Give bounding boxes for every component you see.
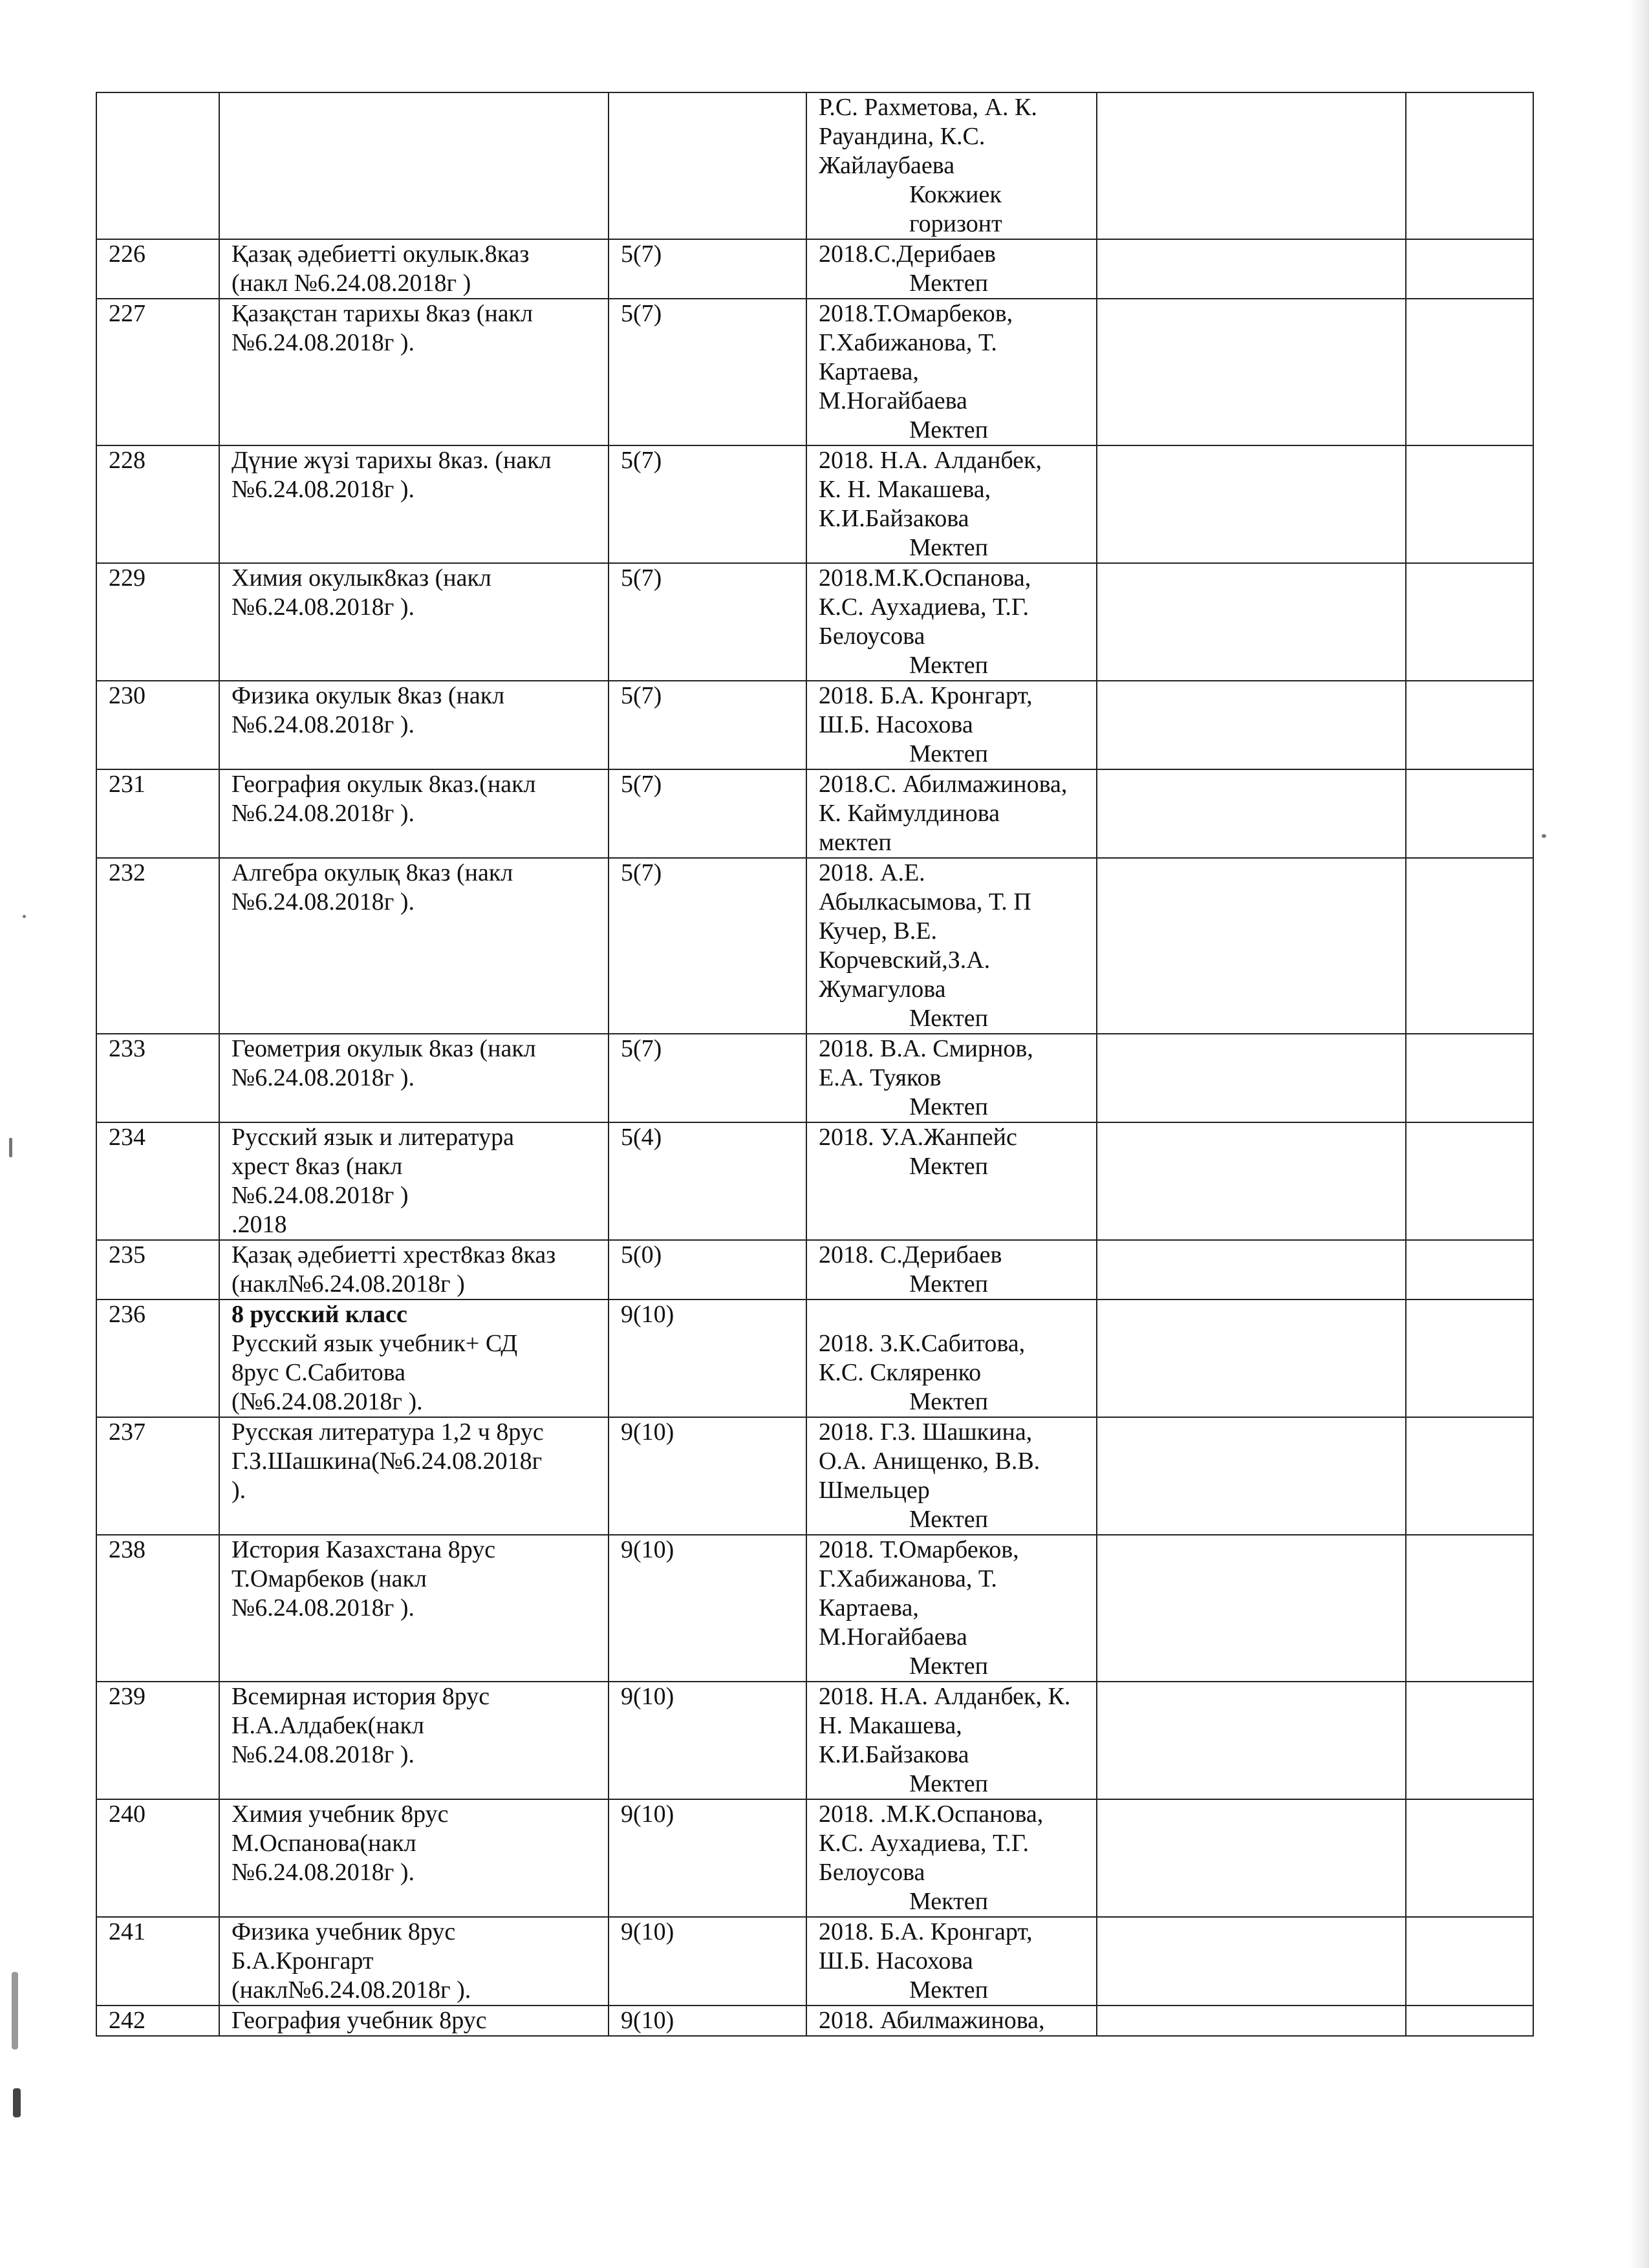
author-line: Белоусова — [819, 623, 925, 650]
author-line: Картаева, — [819, 358, 919, 385]
quantity-value: 9(10) — [621, 1801, 674, 1828]
extra-column-2 — [1406, 1535, 1533, 1682]
title-line: М.Оспанова(накл — [232, 1830, 416, 1857]
row-number: 231 — [96, 769, 219, 858]
title-line: Химия окулык8каз (накл — [232, 564, 491, 592]
table-row — [96, 1417, 1533, 1535]
author-line: Г.Хабижанова, Т. — [819, 1565, 997, 1592]
row-number: 233 — [96, 1034, 219, 1122]
author-line: М.Ногайбаева — [819, 387, 967, 414]
author-line: О.А. Анищенко, В.В. — [819, 1448, 1040, 1475]
extra-column-1 — [1097, 445, 1406, 563]
title-line: Геометрия окулык 8каз (накл — [232, 1035, 536, 1062]
quantity-cell — [609, 92, 806, 239]
author-line: Рауандина, К.С. — [819, 123, 986, 150]
extra-column-2 — [1406, 239, 1533, 299]
quantity-value: 5(7) — [621, 771, 662, 798]
author-line: 2018. Г.З. Шашкина, — [819, 1418, 1033, 1446]
quantity-value: 5(7) — [621, 564, 662, 592]
title-line: (накл№6.24.08.2018г ) — [232, 1270, 465, 1298]
quantity-value: 9(10) — [621, 1683, 674, 1710]
extra-column-1 — [1097, 769, 1406, 858]
page-edge-shadow — [1630, 0, 1649, 2268]
publisher-name: Мектеп — [909, 1005, 988, 1032]
extra-column-1 — [1097, 563, 1406, 681]
quantity-cell — [609, 563, 806, 681]
author-line: К.С. Аухадиева, Т.Г. — [819, 1830, 1029, 1857]
author-line: 2018. Абилмажинова, — [819, 2007, 1045, 2034]
title-line: №6.24.08.2018г ) — [232, 1182, 409, 1209]
title-line: Қазақ әдебиетті хрест8каз 8каз — [232, 1241, 556, 1268]
extra-column-1 — [1097, 1799, 1406, 1917]
authors-cell — [806, 1917, 1097, 2006]
authors-cell — [806, 1122, 1097, 1240]
extra-column-1 — [1097, 858, 1406, 1034]
author-line: К.И.Байзакова — [819, 505, 969, 532]
quantity-cell — [609, 1682, 806, 1799]
row-number: 230 — [96, 681, 219, 769]
title-line: Русский язык и литература — [232, 1124, 514, 1151]
author-line: Ш.Б. Насохова — [819, 1947, 973, 1974]
row-number: 237 — [96, 1417, 219, 1535]
scan-speck — [9, 1138, 12, 1157]
row-number: 238 — [96, 1535, 219, 1682]
quantity-value: 5(4) — [621, 1124, 662, 1151]
authors-cell — [806, 1535, 1097, 1682]
row-number: 229 — [96, 563, 219, 681]
title-line: №6.24.08.2018г ). — [232, 476, 415, 503]
title-line: №6.24.08.2018г ). — [232, 594, 415, 621]
extra-column-2 — [1406, 1122, 1533, 1240]
title-line: География учебник 8рус — [232, 2007, 487, 2034]
title-line: История Казахстана 8рус — [232, 1536, 496, 1563]
quantity-cell — [609, 1535, 806, 1682]
author-line: 2018. В.А. Смирнов, — [819, 1035, 1033, 1062]
quantity-value: 5(7) — [621, 859, 662, 886]
publisher-name: Мектеп — [909, 534, 988, 561]
row-number: 241 — [96, 1917, 219, 2006]
publisher-name: Мектеп — [909, 1388, 988, 1415]
quantity-cell — [609, 445, 806, 563]
author-line: Картаева, — [819, 1594, 919, 1621]
extra-column-2 — [1406, 1300, 1533, 1417]
authors-cell — [806, 1417, 1097, 1535]
textbook-title-cell — [219, 563, 609, 681]
table-row — [96, 1300, 1533, 1417]
author-line: Жумагулова — [819, 976, 946, 1003]
scan-speck — [1542, 834, 1546, 838]
title-line: Химия учебник 8рус — [232, 1801, 449, 1828]
quantity-value: 5(0) — [621, 1241, 662, 1268]
textbook-title-cell — [219, 1535, 609, 1682]
quantity-cell — [609, 1417, 806, 1535]
textbook-title-cell — [219, 1417, 609, 1535]
quantity-cell — [609, 1799, 806, 1917]
authors-cell — [806, 563, 1097, 681]
row-number: 226 — [96, 239, 219, 299]
author-line: 2018. Б.А. Кронгарт, — [819, 682, 1033, 709]
extra-column-2 — [1406, 769, 1533, 858]
authors-cell — [806, 1300, 1097, 1417]
title-line: (накл№6.24.08.2018г ). — [232, 1976, 471, 2004]
row-number: 227 — [96, 299, 219, 445]
textbook-title-cell — [219, 92, 609, 239]
author-line: Шмельцер — [819, 1477, 930, 1504]
quantity-value: 5(7) — [621, 447, 662, 474]
publisher-name: Мектеп — [909, 1153, 988, 1180]
author-line: Р.С. Рахметова, А. К. — [819, 94, 1037, 121]
table-row — [96, 92, 1533, 239]
title-line: №6.24.08.2018г ). — [232, 800, 415, 827]
quantity-cell — [609, 1300, 806, 1417]
author-line: 2018. С.Дерибаев — [819, 1241, 1002, 1268]
table-row — [96, 1122, 1533, 1240]
extra-column-1 — [1097, 299, 1406, 445]
publisher-name: Мектеп — [909, 1653, 988, 1680]
table-row — [96, 1917, 1533, 2006]
extra-column-2 — [1406, 92, 1533, 239]
publisher-name: Мектеп — [909, 1976, 988, 2004]
extra-column-2 — [1406, 1034, 1533, 1122]
extra-column-1 — [1097, 1682, 1406, 1799]
author-line: 2018. .М.К.Оспанова, — [819, 1801, 1044, 1828]
title-line: ). — [232, 1477, 246, 1504]
title-line: хрест 8каз (накл — [232, 1153, 403, 1180]
quantity-cell — [609, 1122, 806, 1240]
extra-column-2 — [1406, 1799, 1533, 1917]
title-line: География окулык 8каз.(накл — [232, 771, 536, 798]
textbook-title-cell — [219, 445, 609, 563]
extra-column-1 — [1097, 1535, 1406, 1682]
author-line: 2018. А.Е. — [819, 859, 925, 886]
authors-cell — [806, 681, 1097, 769]
table-row — [96, 858, 1533, 1034]
row-number: 232 — [96, 858, 219, 1034]
extra-column-2 — [1406, 1240, 1533, 1300]
quantity-value: 9(10) — [621, 1918, 674, 1945]
quantity-value: 9(10) — [621, 1301, 674, 1328]
row-number: 235 — [96, 1240, 219, 1300]
author-line: 2018. З.К.Сабитова, — [819, 1330, 1026, 1357]
title-line: №6.24.08.2018г ). — [232, 1741, 415, 1768]
quantity-cell — [609, 681, 806, 769]
authors-cell — [806, 1034, 1097, 1122]
title-line: Г.З.Шашкина(№6.24.08.2018г — [232, 1448, 543, 1475]
scan-speck — [13, 2088, 21, 2117]
author-line: 2018. Н.А. Алданбек, — [819, 447, 1042, 474]
quantity-value: 5(7) — [621, 1035, 662, 1062]
extra-column-1 — [1097, 2006, 1406, 2036]
extra-column-1 — [1097, 239, 1406, 299]
author-line: 2018.С.Дерибаев — [819, 241, 996, 268]
quantity-cell — [609, 858, 806, 1034]
extra-column-1 — [1097, 1122, 1406, 1240]
author-line: К. Каймулдинова — [819, 800, 1000, 827]
table-row — [96, 1240, 1533, 1300]
title-line: Б.А.Кронгарт — [232, 1947, 374, 1974]
authors-cell — [806, 239, 1097, 299]
extra-column-2 — [1406, 1917, 1533, 2006]
title-line: №6.24.08.2018г ). — [232, 329, 415, 356]
publisher-name: Мектеп — [909, 1093, 988, 1120]
title-line: №6.24.08.2018г ). — [232, 1859, 415, 1886]
row-number: 236 — [96, 1300, 219, 1417]
author-line: М.Ногайбаева — [819, 1623, 967, 1651]
authors-cell — [806, 769, 1097, 858]
author-line: Е.А. Туяков — [819, 1064, 942, 1091]
title-line: №6.24.08.2018г ). — [232, 711, 415, 738]
publisher-name: Мектеп — [909, 416, 988, 444]
textbook-title-cell — [219, 1682, 609, 1799]
extra-column-1 — [1097, 1300, 1406, 1417]
author-line: мектеп — [819, 829, 892, 856]
quantity-cell — [609, 1034, 806, 1122]
title-line: Дүние жүзі тарихы 8каз. (накл — [232, 447, 552, 474]
extra-column-2 — [1406, 681, 1533, 769]
publisher-name: Мектеп — [909, 652, 988, 679]
publisher-name: Мектеп — [909, 740, 988, 767]
textbook-title-cell — [219, 1300, 609, 1417]
title-line: Русский язык учебник+ СД — [232, 1330, 518, 1357]
table-row — [96, 299, 1533, 445]
authors-cell — [806, 92, 1097, 239]
extra-column-2 — [1406, 2006, 1533, 2036]
extra-column-2 — [1406, 445, 1533, 563]
row-number: 228 — [96, 445, 219, 563]
textbook-title-cell — [219, 858, 609, 1034]
author-line: 2018.Т.Омарбеков, — [819, 300, 1013, 327]
row-number: 234 — [96, 1122, 219, 1240]
authors-cell — [806, 2006, 1097, 2036]
author-line: 2018. У.А.Жанпейс — [819, 1124, 1017, 1151]
quantity-cell — [609, 2006, 806, 2036]
textbook-title-cell — [219, 1240, 609, 1300]
title-line: (накл №6.24.08.2018г ) — [232, 270, 471, 297]
author-line: Н. Макашева, — [819, 1712, 962, 1739]
extra-column-1 — [1097, 681, 1406, 769]
quantity-value: 5(7) — [621, 241, 662, 268]
table-row — [96, 769, 1533, 858]
author-line: Абылкасымова, Т. П — [819, 888, 1031, 915]
scan-speck — [12, 1972, 18, 2049]
extra-column-2 — [1406, 858, 1533, 1034]
table-row — [96, 1034, 1533, 1122]
title-line: №6.24.08.2018г ). — [232, 888, 415, 915]
class-section-heading: 8 русский класс — [232, 1301, 407, 1328]
author-line: Белоусова — [819, 1859, 925, 1886]
scan-speck — [23, 915, 26, 918]
table-row — [96, 239, 1533, 299]
author-line: 2018. Н.А. Алданбек, К. — [819, 1683, 1071, 1710]
quantity-cell — [609, 1240, 806, 1300]
title-line: Қазақстан тарихы 8каз (накл — [232, 300, 534, 327]
title-line: Қазақ әдебиетті окулык.8каз — [232, 241, 530, 268]
textbook-title-cell — [219, 769, 609, 858]
authors-cell — [806, 1799, 1097, 1917]
textbook-title-cell — [219, 1917, 609, 2006]
publisher-name: Мектеп — [909, 270, 988, 297]
author-line: К.И.Байзакова — [819, 1741, 969, 1768]
extra-column-1 — [1097, 1417, 1406, 1535]
table-row — [96, 1535, 1533, 1682]
extra-column-1 — [1097, 92, 1406, 239]
title-line: (№6.24.08.2018г ). — [232, 1388, 423, 1415]
table-body — [96, 92, 1533, 2036]
textbook-title-cell — [219, 299, 609, 445]
author-line: К.С. Аухадиева, Т.Г. — [819, 594, 1029, 621]
extra-column-1 — [1097, 1917, 1406, 2006]
quantity-cell — [609, 239, 806, 299]
textbook-title-cell — [219, 1034, 609, 1122]
title-line: №6.24.08.2018г ). — [232, 1594, 415, 1621]
quantity-value: 9(10) — [621, 2007, 674, 2034]
extra-column-2 — [1406, 299, 1533, 445]
author-line: 2018.М.К.Оспанова, — [819, 564, 1031, 592]
row-number — [96, 92, 219, 239]
quantity-cell — [609, 769, 806, 858]
author-line: 2018. Т.Омарбеков, — [819, 1536, 1019, 1563]
quantity-value: 5(7) — [621, 682, 662, 709]
author-line: К.С. Скляренко — [819, 1359, 982, 1386]
publisher-name: Мектеп — [909, 1770, 988, 1797]
title-line: .2018 — [232, 1211, 287, 1238]
table-row — [96, 563, 1533, 681]
author-line: Корчевский,З.А. — [819, 947, 991, 974]
title-line: Т.Омарбеков (накл — [232, 1565, 427, 1592]
quantity-cell — [609, 299, 806, 445]
table-row — [96, 1799, 1533, 1917]
author-line: Жайлаубаева — [819, 152, 955, 179]
quantity-value: 9(10) — [621, 1418, 674, 1446]
extra-column-2 — [1406, 1417, 1533, 1535]
table-row — [96, 2006, 1533, 2036]
title-line: Физика учебник 8рус — [232, 1918, 456, 1945]
extra-column-2 — [1406, 1682, 1533, 1799]
table-row — [96, 1682, 1533, 1799]
author-line: Кучер, В.Е. — [819, 917, 938, 945]
author-line: 2018. Б.А. Кронгарт, — [819, 1918, 1033, 1945]
row-number: 239 — [96, 1682, 219, 1799]
authors-cell — [806, 858, 1097, 1034]
title-line: Русская литература 1,2 ч 8рус — [232, 1418, 544, 1446]
authors-cell — [806, 1240, 1097, 1300]
quantity-value: 9(10) — [621, 1536, 674, 1563]
authors-cell — [806, 445, 1097, 563]
title-line: №6.24.08.2018г ). — [232, 1064, 415, 1091]
publisher-name: Кокжиек горизонт — [909, 181, 1002, 237]
author-line: Г.Хабижанова, Т. — [819, 329, 997, 356]
author-line: Ш.Б. Насохова — [819, 711, 973, 738]
author-line: К. Н. Макашева, — [819, 476, 991, 503]
title-line: Алгебра окулық 8каз (накл — [232, 859, 513, 886]
publisher-name: Мектеп — [909, 1888, 988, 1915]
publisher-name: Мектеп — [909, 1270, 988, 1298]
author-line: 2018.С. Абилмажинова, — [819, 771, 1068, 798]
title-line: Всемирная история 8рус — [232, 1683, 490, 1710]
title-line: Физика окулык 8каз (накл — [232, 682, 505, 709]
extra-column-2 — [1406, 563, 1533, 681]
extra-column-1 — [1097, 1034, 1406, 1122]
textbook-title-cell — [219, 239, 609, 299]
textbook-title-cell — [219, 1122, 609, 1240]
authors-cell — [806, 299, 1097, 445]
publisher-name: Мектеп — [909, 1506, 988, 1533]
textbook-registry-table — [96, 92, 1534, 2037]
textbook-title-cell — [219, 2006, 609, 2036]
extra-column-1 — [1097, 1240, 1406, 1300]
quantity-cell — [609, 1917, 806, 2006]
quantity-value: 5(7) — [621, 300, 662, 327]
table-row — [96, 445, 1533, 563]
title-line: Н.А.Алдабек(накл — [232, 1712, 424, 1739]
row-number: 242 — [96, 2006, 219, 2036]
textbook-title-cell — [219, 1799, 609, 1917]
title-line: 8рус С.Сабитова — [232, 1359, 406, 1386]
textbook-title-cell — [219, 681, 609, 769]
table-row — [96, 681, 1533, 769]
authors-cell — [806, 1682, 1097, 1799]
row-number: 240 — [96, 1799, 219, 1917]
